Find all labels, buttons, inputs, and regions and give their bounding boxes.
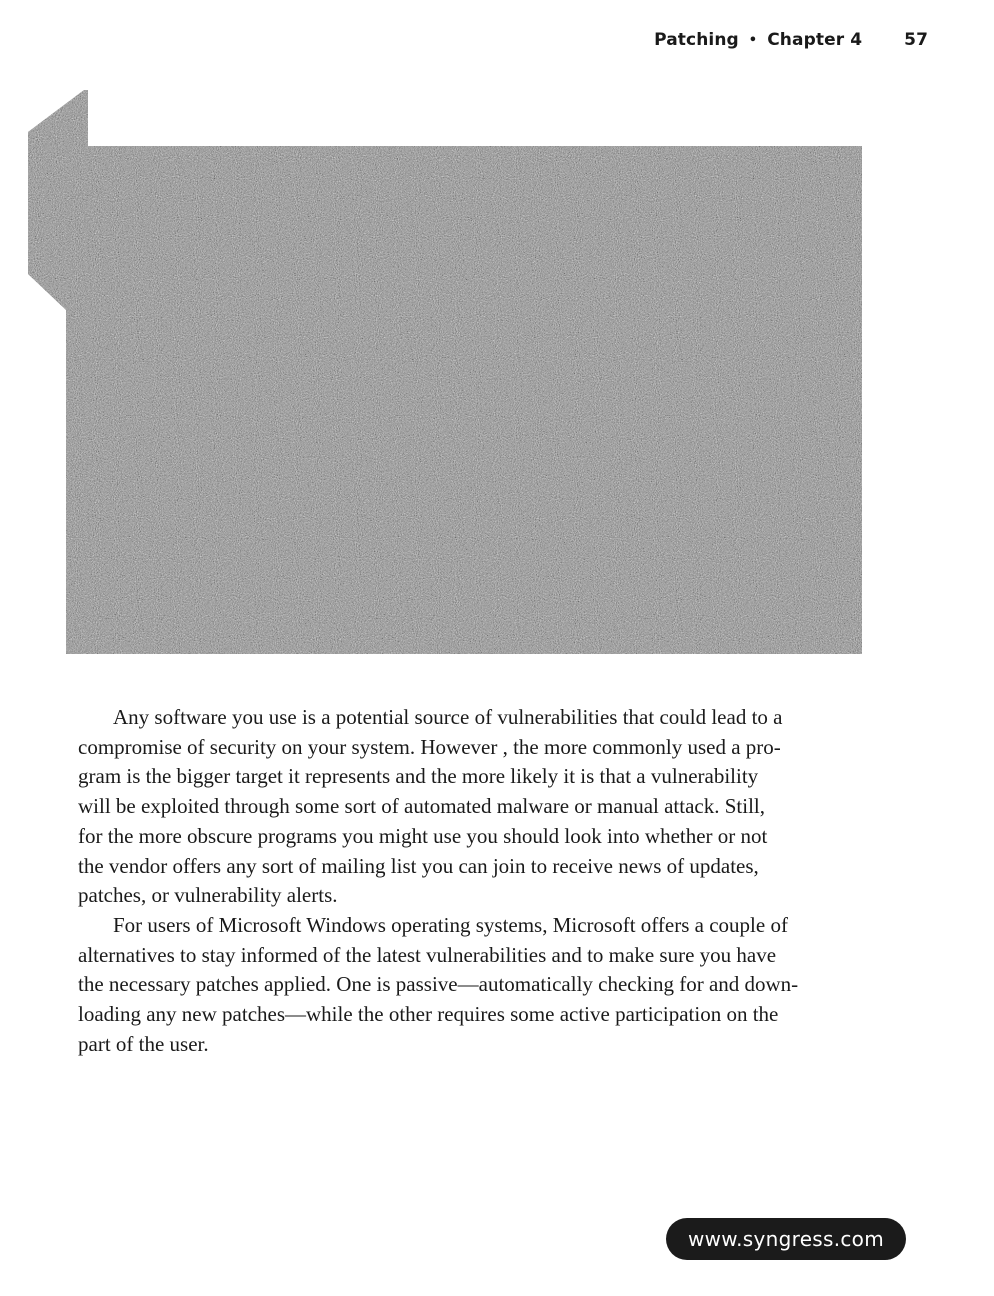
text-line: the necessary patches applied. One is passive—automatically checking for and down- [78,972,799,997]
text-line: For users of Microsoft Windows operating systems, Microsoft offers a couple of [113,912,788,937]
chapter-title: Patching [654,30,739,50]
body-text [78,703,868,1059]
scanned-figure-noise [28,88,862,654]
text-line: alternatives to stay informed of the latest vulnerabilities and to make sure you have [78,942,777,967]
noise-figure-graphic [28,88,862,654]
text-line: will be exploited through some sort of automated malware or manual attack. Still, [78,794,765,819]
text-line: patches, or vulnerability alerts. [78,883,338,908]
text-line: compromise of security on your system. However , the more commonly used a pro- [78,734,781,759]
paragraph-2 [78,911,868,1060]
text-line: the vendor offers any sort of mailing list you can join to receive news of updates, [78,853,759,878]
text-line: part of the user. [78,1031,209,1056]
chapter-label: Chapter 4 [767,30,863,50]
text-line: for the more obscure programs you might use you should look into whether or not [78,823,768,848]
header-separator: • [748,32,758,48]
text-line: loading any new patches—while the other requires some active participation on the [78,1002,779,1027]
text-line: gram is the bigger target it represents and the more likely it is that a vulnerability [78,764,759,789]
page-number: 57 [904,30,928,50]
text-line: Any software you use is a potential source of vulnerabilities that could lead to a [113,705,783,729]
website-url-badge[interactable]: www.syngress.com [666,1218,906,1260]
paragraph-1 [78,703,868,911]
running-head [654,30,928,50]
